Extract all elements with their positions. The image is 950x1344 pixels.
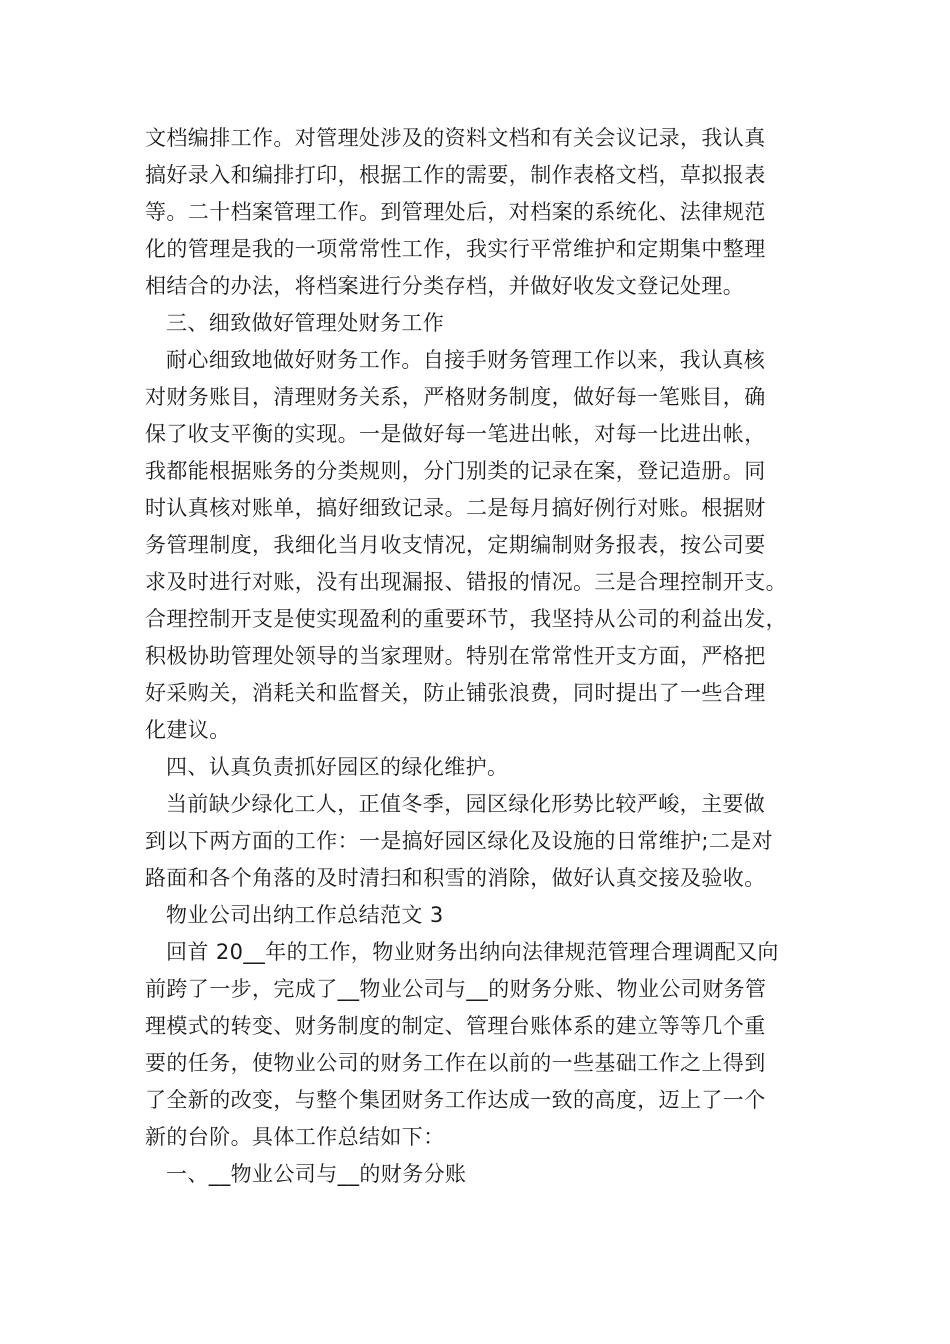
text-line: 了全新的改变，与整个集团财务工作达成一致的高度，迈上了一个 — [145, 1088, 766, 1112]
document-body — [145, 120, 825, 1193]
text-line: 好采购关，消耗关和监督关，防止铺张浪费，同时提出了一些合理 — [145, 681, 766, 705]
text-line: 理模式的转变、财务制度的制定、管理台账体系的建立等等几个重 — [145, 1014, 766, 1038]
text-line: 路面和各个角落的及时清扫和积雪的消除，做好认真交接及验收。 — [145, 866, 766, 890]
text-line: 保了收支平衡的实现。一是做好每一笔进出帐，对每一比进出帐， — [145, 422, 766, 446]
text-line: 前跨了一步，完成了__物业公司与__的财务分账、物业公司财务管 — [145, 977, 767, 1001]
text-line: 化的管理是我的一项常常性工作，我实行平常维护和定期集中整理 — [145, 237, 766, 261]
text-line: 当前缺少绿化工人，正值冬季，园区绿化形势比较严峻，主要做 — [166, 792, 766, 816]
text-line: 时认真核对账单，搞好细致记录。二是每月搞好例行对账。根据财 — [145, 496, 766, 520]
text-line: 三、细致做好管理处财务工作 — [166, 311, 445, 335]
text-line: 四、认真负责抓好园区的绿化维护。 — [166, 755, 509, 779]
text-line: 回首 20__年的工作，物业财务出纳向法律规范管理合理调配又向 — [166, 940, 779, 964]
text-line: 新的台阶。具体工作总结如下： — [145, 1125, 445, 1149]
text-line: 务管理制度，我细化当月收支情况，定期编制财务报表，按公司要 — [145, 533, 766, 557]
text-line: 合理控制开支是使实现盈利的重要环节，我坚持从公司的利益出发， — [145, 607, 787, 631]
text-line: 要的任务，使物业公司的财务工作在以前的一些基础工作之上得到 — [145, 1051, 766, 1075]
text-line: 求及时进行对账，没有出现漏报、错报的情况。三是合理控制开支。 — [145, 570, 787, 594]
text-line: 对财务账目，清理财务关系，严格财务制度，做好每一笔账目，确 — [145, 385, 766, 409]
text-line: 耐心细致地做好财务工作。自接手财务管理工作以来，我认真核 — [166, 348, 766, 372]
text-line: 我都能根据账务的分类规则，分门别类的记录在案，登记造册。同 — [145, 459, 766, 483]
text-line: 搞好录入和编排打印，根据工作的需要，制作表格文档，草拟报表 — [145, 163, 766, 187]
text-line: 文档编排工作。对管理处涉及的资料文档和有关会议记录，我认真 — [145, 126, 766, 150]
text-line: 到以下两方面的工作：一是搞好园区绿化及设施的日常维护;二是对 — [145, 829, 774, 853]
text-line: 一、__物业公司与__的财务分账 — [166, 1162, 467, 1186]
text-line: 积极协助管理处领导的当家理财。特别在常常性开支方面，严格把 — [145, 644, 766, 668]
text-line: 化建议。 — [145, 718, 231, 742]
text-line: 相结合的办法，将档案进行分类存档，并做好收发文登记处理。 — [145, 274, 745, 298]
text-line: 等。二十档案管理工作。到管理处后，对档案的系统化、法律规范 — [145, 200, 766, 224]
text-line: 物业公司出纳工作总结范文 3 — [166, 903, 444, 927]
